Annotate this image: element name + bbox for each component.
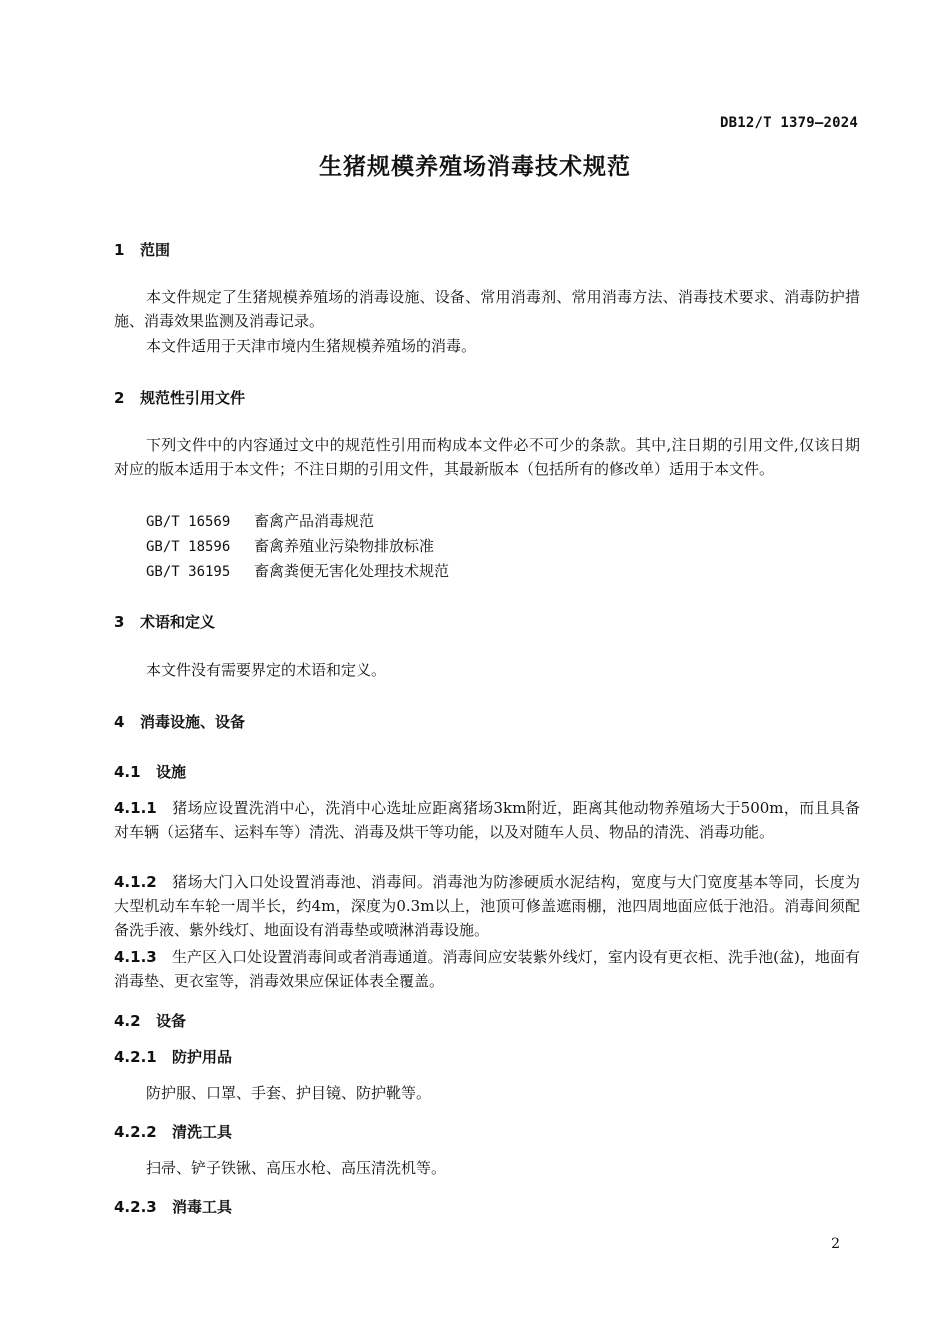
reference-item: [146, 510, 374, 531]
clause-title: 防护用品: [172, 1048, 233, 1066]
section-number: 3: [114, 613, 125, 631]
clause-4-2-3-heading: [114, 1196, 232, 1217]
clause-4-1-3: [114, 945, 860, 993]
scope-paragraph-2: 本文件适用于天津市境内生猪规模养殖场的消毒。: [146, 337, 477, 355]
section-title: 术语和定义: [140, 613, 216, 631]
reference-name: 畜禽产品消毒规范: [254, 512, 375, 530]
section-title: 范围: [140, 241, 171, 259]
reference-item: [146, 535, 434, 556]
clause-4-1-2: [114, 870, 860, 942]
clause-number: 4.2.3: [114, 1198, 157, 1216]
section-number: 1: [114, 241, 125, 259]
clause-text: 猪场应设置洗消中心，洗消中心选址应距离猪场3km附近，距离其他动物养殖场大于500m，而且具备对车辆（运猪车、运料车等）清洗、消毒及烘干等功能，以及对随车人员、物品的清洗、消毒功能。: [114, 799, 860, 841]
section-4-heading: [114, 711, 245, 732]
reference-code: GB/T 16569: [146, 514, 231, 530]
clause-4-2-1-heading: [114, 1046, 232, 1067]
section-2-heading: [114, 387, 245, 408]
page-number: 2: [831, 1236, 840, 1252]
subsection-number: 4.1: [114, 763, 141, 781]
clause-number: 4.2.1: [114, 1048, 157, 1066]
clause-title: 消毒工具: [172, 1198, 233, 1216]
terms-paragraph: 本文件没有需要界定的术语和定义。: [146, 661, 387, 679]
clause-4-1-1: [114, 796, 860, 844]
clause-text: 生产区入口处设置消毒间或者消毒通道。消毒间应安装紫外线灯，室内设有更衣柜、洗手池(盆)，地面有消毒垫、更衣室等，消毒效果应保证体表全覆盖。: [114, 948, 860, 990]
clause-number: 4.1.3: [114, 948, 157, 966]
subsection-title: 设施: [156, 763, 187, 781]
clause-text: 猪场大门入口处设置消毒池、消毒间。消毒池为防渗硬质水泥结构，宽度与大门宽度基本等同，长度为大型机动车车轮一周半长，约4m，深度为0.3m以上，池顶可修盖遮雨棚，池四周地面应低于池沿。消毒间须配备洗手液、紫外线灯、地面设有消毒垫或喷淋消毒设施。: [114, 873, 860, 939]
scope-paragraph-1: 本文件规定了生猪规模养殖场的消毒设施、设备、常用消毒剂、常用消毒方法、消毒技术要求、消毒防护措施、消毒效果监测及消毒记录。: [114, 288, 860, 330]
clause-number: 4.1.2: [114, 873, 157, 891]
clause-number: 4.2.2: [114, 1123, 157, 1141]
clause-title: 清洗工具: [172, 1123, 233, 1141]
clause-4-2-2-heading: [114, 1121, 232, 1142]
reference-code: GB/T 36195: [146, 564, 231, 580]
section-title: 规范性引用文件: [140, 389, 246, 407]
section-number: 2: [114, 389, 125, 407]
section-title: 消毒设施、设备: [140, 713, 246, 731]
clause-number: 4.1.1: [114, 799, 157, 817]
subsection-number: 4.2: [114, 1012, 141, 1030]
document-code: DB12/T 1379—2024: [719, 115, 858, 131]
reference-code: GB/T 18596: [146, 539, 231, 555]
subsection-title: 设备: [156, 1012, 187, 1030]
clause-4-2-2-text: 扫帚、铲子铁锹、高压水枪、高压清洗机等。: [146, 1159, 447, 1177]
reference-name: 畜禽养殖业污染物排放标准: [254, 537, 435, 555]
subsection-4-2-heading: [114, 1010, 186, 1031]
reference-name: 畜禽粪便无害化处理技术规范: [254, 562, 450, 580]
reference-item: [146, 560, 449, 581]
section-3-heading: [114, 611, 215, 632]
subsection-4-1-heading: [114, 761, 186, 782]
section-1-heading: [114, 239, 170, 260]
normative-references-paragraph: 下列文件中的内容通过文中的规范性引用而构成本文件必不可少的条款。其中,注日期的引用文件,仅该日期对应的版本适用于本文件；不注日期的引用文件，其最新版本（包括所有的修改单）适用于本文件。: [114, 436, 860, 478]
document-title: 生猪规模养殖场消毒技术规范: [319, 154, 631, 180]
clause-4-2-1-text: 防护服、口罩、手套、护目镜、防护靴等。: [146, 1084, 432, 1102]
section-number: 4: [114, 713, 125, 731]
